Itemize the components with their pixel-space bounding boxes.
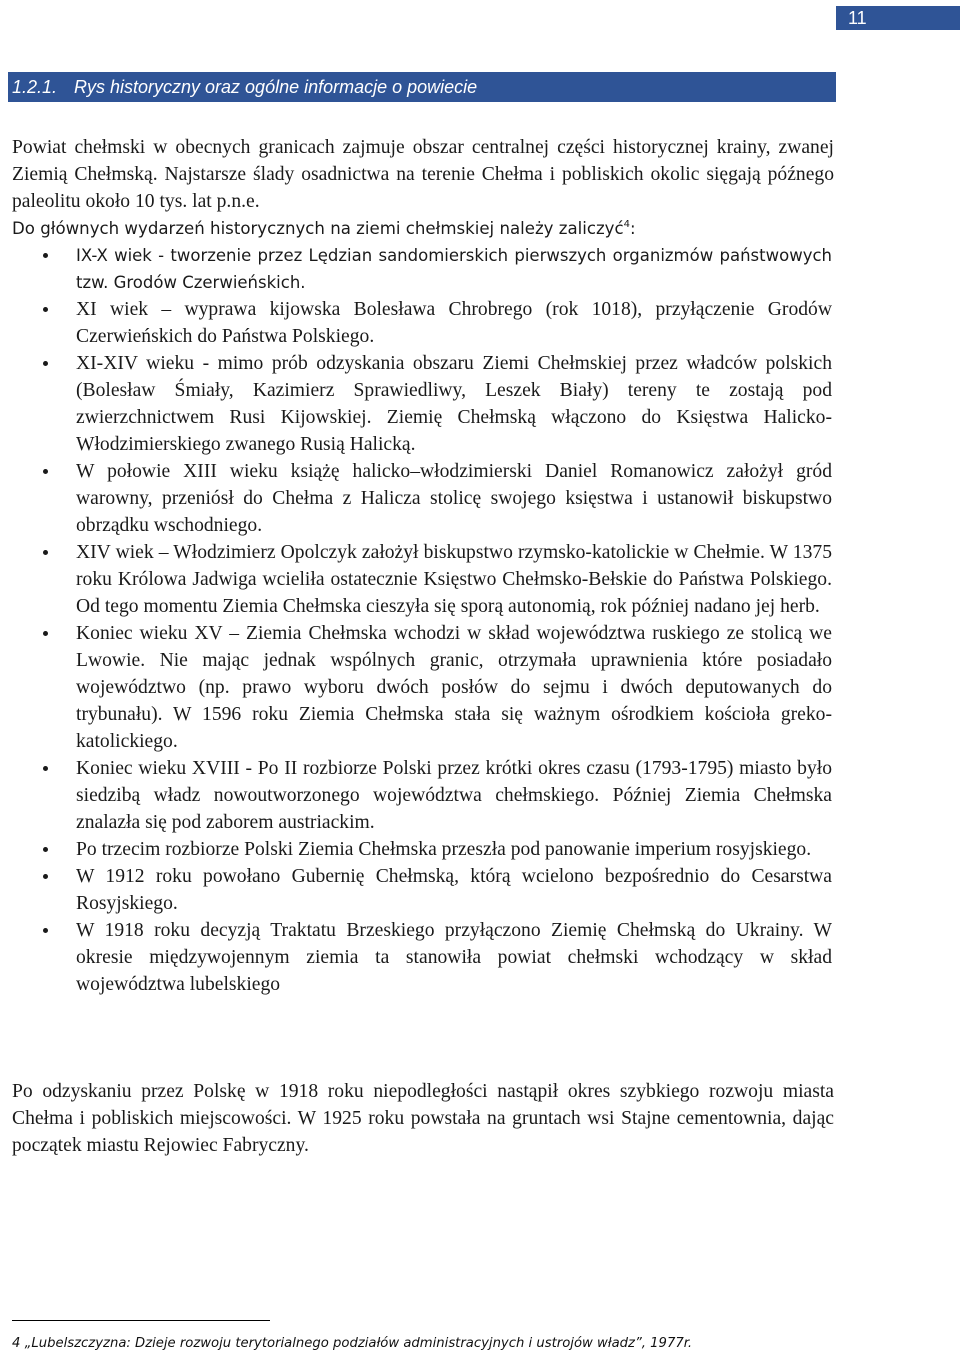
list-item — [0, 863, 832, 917]
footnote-separator — [12, 1320, 270, 1321]
bullet-icon — [43, 550, 48, 555]
list-item-text: W 1918 roku decyzją Traktatu Brzeskiego przyłączono Ziemię Chełmską do Ukrainy. W okresie międzywojennym ziemia ta stanowiła powiat chełmski wchodzący w skład województwa lubelskiego — [76, 920, 832, 995]
list-item — [0, 350, 832, 458]
list-item — [0, 620, 832, 755]
list-item — [0, 917, 832, 998]
bullet-icon — [43, 469, 48, 474]
list-item — [0, 296, 832, 350]
intro-paragraph: Powiat chełmski w obecnych granicach zajmuje obszar centralnej części historycznej krainy, zwanej Ziemią Chełmską. Najstarsze ślady osadnictwa na terenie Chełma i pobliskich okolic sięgają późnego paleolitu około 10 tys. lat p.n.e. — [12, 137, 834, 212]
list-item — [0, 242, 832, 296]
list-item-text: XIV wiek – Włodzimierz Opolczyk założył biskupstwo rzymsko-katolickie w Chełmie. W 1375 roku Królowa Jadwiga wcieliła ostatecznie Księstwo Chełmsko-Bełskie do Państwa Polskiego. Od tego momentu Ziemia Chełmska cieszyła się sporą autonomią, rok później nadano jej herb. — [76, 542, 832, 617]
bullet-icon — [43, 847, 48, 852]
list-item-text: IX-X wiek - tworzenie przez Lędzian sandomierskich pierwszych organizmów państwowych tzw. Grodów Czerwieńskich. — [76, 246, 832, 292]
footnote-reference[interactable]: 4 — [623, 219, 631, 230]
list-item — [0, 836, 832, 863]
list-item-text: XI-XIV wieku - mimo prób odzyskania obszaru Ziemi Chełmskiej przez władców polskich (Bolesław Śmiały, Kazimierz Sprawiedliwy, Leszek Biały) tereny te zostają pod zwierzchnictwem Rusi Kijowskiej. Ziemię Chełmską włączono do Księstwa Halicko-Włodzimierskiego zwanego Rusią Halicką. — [76, 353, 832, 455]
page-number: 11 — [836, 6, 960, 30]
historical-events-list — [0, 242, 960, 998]
bullet-icon — [43, 361, 48, 366]
bullet-icon — [43, 874, 48, 879]
bullet-icon — [43, 766, 48, 771]
lead-text: Do głównych wydarzeń historycznych na ziemi chełmskiej należy zaliczyć — [12, 219, 624, 238]
bullet-icon — [43, 928, 48, 933]
list-item — [0, 755, 832, 836]
lead-suffix: : — [630, 219, 636, 238]
section-heading — [8, 72, 836, 102]
list-item-text: W połowie XIII wieku książę halicko–włodzimierski Daniel Romanowicz założył gród warowny, przeniósł do Chełma z Halicza stolicę swojego księstwa i ustanowił biskupstwo obrządku wschodniego. — [76, 461, 832, 536]
bullet-icon — [43, 307, 48, 312]
bullet-icon — [43, 631, 48, 636]
list-item-text: XI wiek – wyprawa kijowska Bolesława Chrobrego (rok 1018), przyłączenie Grodów Czerwieńskich do Państwa Polskiego. — [76, 299, 832, 347]
list-item-text: Koniec wieku XV – Ziemia Chełmska wchodzi w skład województwa ruskiego ze stolicą we Lwowie. Nie mając jednak wspólnych granic, otrzymała uprawnienia które posiadało województwo (np. prawo wyboru dwóch posłów do sejmu i dwóch deputowanych do trybunału). W 1596 roku Ziemia Chełmska stała się ważnym ośrodkiem kościoła greko-katolickiego. — [76, 623, 832, 752]
footnote-text: 4 „Lubelszczyzna: Dzieje rozwoju terytorialnego podziałów administracyjnych i ustrojów władz”, 1977r. — [12, 1336, 693, 1351]
list-item-text: Koniec wieku XVIII - Po II rozbiorze Polski przez krótki okres czasu (1793-1795) miasto było siedzibą władz nowoutworzonego województwa chełmskiego. Później Ziemia Chełmska znalazła się pod zaborem austriackim. — [76, 758, 832, 833]
list-item-text: W 1912 roku powołano Gubernię Chełmską, którą wcielono bezpośrednio do Cesarstwa Rosyjskiego. — [76, 866, 832, 914]
section-number: 1.2.1. — [12, 77, 58, 97]
section-title: Rys historyczny oraz ogólne informacje o powiecie — [74, 77, 478, 97]
closing-paragraph: Po odzyskaniu przez Polskę w 1918 roku niepodległości nastąpił okres szybkiego rozwoju miasta Chełma i pobliskich miejscowości. W 1925 roku powstała na gruntach wsi Stajne cementownia, dając początek miastu Rejowiec Fabryczny. — [12, 1081, 834, 1156]
list-item-text: Po trzecim rozbiorze Polski Ziemia Chełmska przeszła pod panowanie imperium rosyjskiego. — [76, 839, 812, 860]
list-item — [0, 458, 832, 539]
list-item — [0, 539, 832, 620]
events-lead-sentence — [12, 215, 834, 242]
bullet-icon — [43, 253, 48, 258]
